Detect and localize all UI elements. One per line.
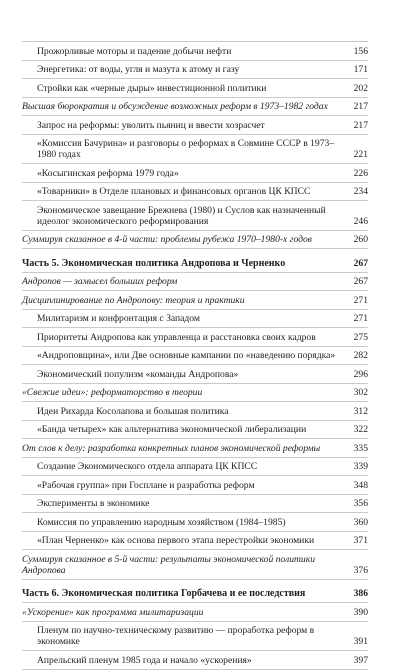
table-of-contents <box>22 41 368 670</box>
toc-entry-title: Апрельский пленум 1985 года и начало «ускорения» <box>37 654 252 666</box>
toc-entry-title: Идеи Рихарда Косолапова и большая политика <box>37 405 229 417</box>
toc-part-heading[interactable] <box>22 254 368 273</box>
toc-page-number: 339 <box>353 461 368 472</box>
toc-entry-title: Андропов — замысел больших реформ <box>22 276 178 287</box>
toc-section-entry[interactable] <box>22 439 368 458</box>
toc-entry[interactable] <box>22 328 368 347</box>
toc-page-number: 267 <box>353 257 368 269</box>
toc-entry[interactable] <box>22 79 368 98</box>
toc-entry[interactable] <box>22 61 368 80</box>
toc-section-entry[interactable] <box>22 231 368 250</box>
toc-entry-title: «Косыгинская реформа 1979 года» <box>37 167 179 179</box>
toc-entry[interactable] <box>22 421 368 440</box>
toc-entry[interactable] <box>22 116 368 135</box>
toc-page-number: 322 <box>353 424 368 435</box>
toc-page-number: 171 <box>353 64 368 75</box>
toc-entry-title: «Ускорение» как программа милитаризации <box>22 606 204 618</box>
toc-entry-title: «Свежие идеи»: реформаторство в теории <box>22 387 203 398</box>
toc-page-number: 302 <box>353 387 368 398</box>
toc-entry-title: Стройки как «черные дыры» инвестиционной политики <box>37 82 267 94</box>
toc-section-entry[interactable] <box>22 384 368 403</box>
toc-page-number: 217 <box>353 119 368 131</box>
toc-section-entry[interactable] <box>22 603 368 622</box>
toc-entry-title: Эксперименты в экономике <box>37 498 150 509</box>
toc-page-number: 371 <box>353 535 368 546</box>
toc-section-entry[interactable] <box>22 273 368 292</box>
toc-entry-title: «Товарники» в Отделе плановых и финансовых органов ЦК КПСС <box>37 186 311 197</box>
toc-entry-title: Экономическое завещание Брежнева (1980) и Суслов как назначенный идеолог экономического реформирования <box>37 204 326 227</box>
toc-page-number: 386 <box>353 588 368 599</box>
toc-entry[interactable] <box>22 135 368 165</box>
toc-entry-title: Часть 5. Экономическая политика Андропова и Черненко <box>22 257 286 269</box>
toc-entry-title: «Рабочая группа» при Госплане и разработка реформ <box>37 479 255 491</box>
toc-page-number: 156 <box>353 45 368 57</box>
toc-entry-title: «Андроповщина», или Две основные кампании по «наведению порядка» <box>37 350 336 361</box>
toc-page-number: 267 <box>353 276 368 287</box>
toc-entry-title: Комиссия по управлению народным хозяйством (1984–1985) <box>37 516 286 528</box>
toc-entry-title: Экономический популизм «команды Андропова» <box>37 368 239 380</box>
toc-entry-title: Милитаризм и конфронтация с Западом <box>37 313 200 324</box>
toc-page-number: 260 <box>353 234 368 245</box>
toc-part-heading[interactable] <box>22 585 368 604</box>
toc-entry[interactable] <box>22 402 368 421</box>
toc-entry[interactable] <box>22 183 368 202</box>
toc-entry-title: Энергетика: от воды, угля и мазута к атому и газу <box>37 64 240 75</box>
toc-page-number: 397 <box>353 654 368 666</box>
toc-entry[interactable] <box>22 651 368 670</box>
toc-entry-title: Создание Экономического отдела аппарата ЦК КПСС <box>37 461 258 472</box>
toc-page-number: 282 <box>353 350 368 361</box>
toc-page-number: 221 <box>353 149 368 160</box>
toc-page-number: 356 <box>353 498 368 509</box>
toc-entry-title: «Банда четырех» как альтернатива экономической либерализации <box>37 424 307 435</box>
toc-page-number: 376 <box>353 564 368 576</box>
toc-entry[interactable] <box>22 347 368 366</box>
toc-page-number: 312 <box>353 405 368 417</box>
toc-entry-title: «Комиссия Бачурина» и разговоры о реформах в Совмине СССР в 1973–1980 годах <box>37 138 335 160</box>
toc-entry[interactable] <box>22 365 368 384</box>
toc-entry[interactable] <box>22 513 368 532</box>
toc-entry-title: Запрос на реформы: уволить пьяниц и ввести хозрасчет <box>37 119 265 131</box>
toc-page-number: 348 <box>353 479 368 491</box>
toc-page-number: 391 <box>353 636 368 647</box>
toc-page-number: 217 <box>353 101 368 112</box>
toc-page-number: 246 <box>353 215 368 227</box>
toc-entry[interactable] <box>22 476 368 495</box>
toc-entry[interactable] <box>22 458 368 477</box>
toc-entry[interactable] <box>22 532 368 551</box>
toc-entry-title: Часть 6. Экономическая политика Горбачева и ее последствия <box>22 588 306 599</box>
toc-entry-title: От слов к делу: разработка конкретных планов экономической реформы <box>22 442 321 454</box>
toc-page-number: 271 <box>353 313 368 324</box>
toc-page-number: 390 <box>353 606 368 618</box>
toc-page-number: 275 <box>353 331 368 343</box>
toc-entry-title: Пленум по научно-техническому развитию — проработка реформ в экономике <box>37 625 315 647</box>
toc-page-number: 226 <box>353 167 368 179</box>
toc-entry[interactable] <box>22 41 368 61</box>
toc-entry[interactable] <box>22 310 368 329</box>
toc-page-number: 335 <box>353 442 368 454</box>
toc-entry-title: «План Черненко» как основа первого этапа перестройки экономики <box>37 535 315 546</box>
toc-section-entry[interactable] <box>22 98 368 117</box>
toc-entry[interactable] <box>22 622 368 652</box>
toc-entry-title: Прожорливые моторы и падение добычи нефти <box>37 45 232 57</box>
toc-page-number: 234 <box>353 186 368 197</box>
toc-entry-title: Суммируя сказанное в 5-й части: результаты экономической политики Андропова <box>22 553 315 576</box>
toc-entry[interactable] <box>22 201 368 231</box>
toc-entry[interactable] <box>22 495 368 514</box>
toc-entry-title: Дисциплинирование по Андропову: теория и практики <box>22 294 245 306</box>
toc-page-number: 202 <box>353 82 368 94</box>
toc-page-number: 360 <box>353 516 368 528</box>
toc-entry-title: Суммируя сказанное в 4-й части: проблемы рубежа 1970–1980-х годов <box>22 234 312 245</box>
toc-section-entry[interactable] <box>22 550 368 580</box>
toc-page-number: 271 <box>353 294 368 306</box>
toc-entry[interactable] <box>22 164 368 183</box>
toc-entry-title: Приоритеты Андропова как управленца и расстановка своих кадров <box>37 331 316 343</box>
toc-page-number: 296 <box>353 368 368 380</box>
toc-section-entry[interactable] <box>22 291 368 310</box>
toc-entry-title: Высшая бюрократия и обсуждение возможных реформ в 1973–1982 годах <box>22 101 328 112</box>
